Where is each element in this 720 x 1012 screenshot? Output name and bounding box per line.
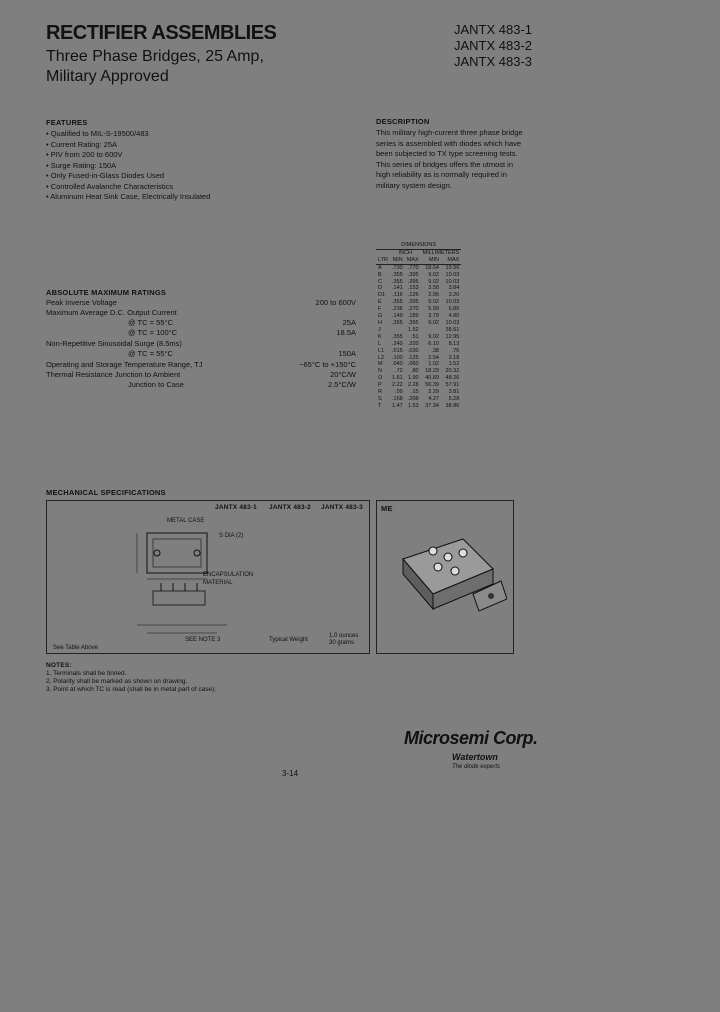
table-cell: .208 (407, 395, 419, 402)
rating-value: 150A (338, 349, 356, 358)
feature-item: • Surge Rating: 150A (46, 161, 326, 172)
table-cell: 12.95 (445, 333, 460, 340)
company-logo: Microsemi Corp. (404, 728, 538, 748)
notes-heading: NOTES: (46, 662, 72, 669)
part-number-list (454, 22, 532, 70)
table-row (376, 272, 461, 279)
table-row (376, 327, 461, 334)
table-row (376, 355, 461, 362)
table-cell: M (378, 361, 383, 368)
table-cell: L (378, 340, 382, 347)
table-row (376, 279, 461, 286)
table-cell: O (378, 375, 383, 382)
column-header: LTR (378, 256, 388, 263)
table-row (376, 292, 461, 299)
column-header: MIN (390, 257, 405, 264)
feature-item: • Controlled Avalanche Characteristics (46, 182, 326, 193)
table-row (376, 389, 461, 396)
table-cell: C (378, 278, 382, 285)
part-number: JANTX 483-2 (454, 38, 533, 53)
table-cell: .320 (407, 340, 419, 347)
part-number: JANTX 483-3 (454, 54, 533, 69)
table-cell: 19.56 (445, 264, 460, 271)
table-cell: 18.54 (425, 264, 439, 271)
table-cell: 6.10 (428, 340, 439, 347)
part-number: JANTX 483-1 (454, 22, 533, 37)
table-cell: 9.02 (428, 278, 439, 285)
table-cell: G (378, 313, 383, 320)
table-cell: D1 (378, 292, 386, 299)
table-cell: .125 (407, 354, 419, 361)
table-cell: 1.52 (448, 361, 460, 368)
table-cell: 9.02 (428, 333, 439, 340)
table-cell: B (378, 271, 382, 278)
mounting-hole-icon (154, 550, 160, 556)
table-cell: .355 (391, 299, 403, 306)
table-cell: 9.02 (428, 299, 439, 306)
rating-label: Operating and Storage Temperature Range, TJ (46, 360, 203, 369)
table-cell: 5.28 (448, 395, 460, 402)
table-cell: 1.90 (407, 375, 419, 382)
table-row (376, 299, 461, 306)
terminal-icon (434, 563, 442, 571)
table-cell: .236 (391, 306, 403, 313)
rating-value: 2.5°C/W (327, 380, 356, 389)
table-cell (390, 327, 405, 334)
table-cell (421, 327, 441, 334)
table-cell: .153 (407, 285, 419, 292)
table-cell: J (378, 326, 381, 333)
table-cell: .355 (391, 319, 403, 326)
description-section (376, 117, 526, 191)
table-cell: .270 (407, 306, 419, 313)
table-cell: .040 (391, 361, 403, 368)
company-location: Watertown (452, 752, 498, 762)
table-cell: .100 (391, 354, 403, 361)
see-note-label: SEE NOTE 3 (185, 637, 221, 643)
table-cell: .395 (407, 319, 419, 326)
table-cell: .770 (407, 264, 419, 271)
description-text: This military high-current three phase bridge series is assembled with diodes which have been subjected to TX type screening tests. This series of bridges offers the utmost in high reliability as is normally required in military system design. (376, 128, 523, 190)
mechanical-part-column: JANTX 483-2 (269, 504, 311, 511)
table-cell: R (378, 389, 382, 396)
table-cell: 10.03 (445, 319, 460, 326)
table-cell: .355 (391, 333, 403, 340)
page-number: 3-14 (282, 769, 299, 778)
table-cell: .126 (407, 292, 419, 299)
table-cell: 4.80 (448, 313, 460, 320)
mechanical-heading: MECHANICAL SPECIFICATIONS (46, 488, 166, 497)
table-row (376, 306, 461, 313)
table-row (376, 361, 461, 368)
table-cell: 1.47 (391, 402, 403, 409)
table-cell: 2.29 (428, 389, 439, 396)
table-cell: 3.58 (428, 285, 439, 292)
table-cell: 1.52 (407, 326, 419, 333)
mechanical-part-column: JANTX 483-3 (321, 504, 363, 511)
table-cell: 38.86 (445, 402, 460, 409)
notes-section (46, 662, 216, 694)
encapsulation-label: ENCAPSULATION MATERIAL (203, 572, 254, 586)
table-cell: .09 (395, 389, 403, 396)
table-cell: 37.34 (425, 402, 439, 409)
features-section (46, 118, 326, 203)
table-cell: .015 (391, 347, 403, 354)
table-cell: .76 (451, 347, 460, 354)
metal-case-label: METAL CASE (167, 518, 205, 524)
table-cell: .80 (410, 368, 419, 375)
terminal-icon (459, 549, 467, 557)
table-cell: A (378, 264, 382, 271)
feature-item: • Qualified to MIL-S-19500/483 (46, 129, 326, 140)
feature-item: • Aluminum Heat Sink Case, Electrically Insulated (46, 192, 326, 203)
table-cell: L2 (378, 354, 385, 361)
table-cell: 38.61 (445, 326, 460, 333)
table-cell: 40.89 (425, 375, 439, 382)
table-cell: F (378, 306, 382, 313)
table-cell: .730 (391, 264, 403, 271)
table-cell: L1 (378, 347, 385, 354)
table-cell: .72 (395, 368, 403, 375)
dimensions-table (376, 242, 461, 410)
table-cell: 18.29 (425, 368, 439, 375)
table-cell: 57.91 (445, 382, 460, 389)
table-cell: 2.28 (407, 382, 419, 389)
terminal-icon (444, 553, 452, 561)
table-cell: .149 (391, 313, 403, 320)
table-cell: .395 (407, 278, 419, 285)
features-list (46, 129, 326, 203)
table-cell: 2.95 (428, 292, 439, 299)
dimensions-group-mm: MILLIMETERS (422, 249, 460, 256)
table-row (376, 341, 461, 348)
table-cell: 3.81 (448, 389, 460, 396)
company-tagline: The diode experts (452, 764, 501, 770)
feature-item: • Current Rating: 25A (46, 140, 326, 151)
table-header-row (376, 257, 461, 264)
typical-weight-value: 1.0 ounces 30 grams (329, 633, 359, 646)
table-cell: K (378, 333, 382, 340)
table-cell: .141 (391, 285, 403, 292)
table-row (376, 313, 461, 320)
table-cell: .189 (407, 313, 419, 320)
table-cell: .51 (410, 333, 419, 340)
table-cell: 1.61 (391, 375, 403, 382)
typical-weight-label: Typical Weight (269, 637, 308, 643)
table-cell: 9.02 (428, 319, 439, 326)
see-table-label: See Table Above (53, 645, 98, 651)
table-cell: 56.39 (425, 382, 439, 389)
rating-value: 18.5A (336, 328, 356, 337)
rating-label: @ TC = 55°C (128, 318, 173, 327)
table-cell: E (378, 299, 382, 306)
rating-label: Non-Repetitive Sinusoidal Surge (8.5ms) (46, 339, 182, 348)
table-cell: 10.03 (445, 299, 460, 306)
table-cell: .38 (431, 347, 439, 354)
table-row (376, 375, 461, 382)
note-item: 1. Terminals shall be tinned. (46, 670, 127, 677)
table-cell: 3.84 (448, 285, 460, 292)
table-cell: 10.03 (445, 278, 460, 285)
table-cell: .395 (407, 299, 419, 306)
rating-label: Maximum Average D.C. Output Current (46, 308, 177, 317)
table-row (376, 382, 461, 389)
mechanical-drawing-panel (46, 500, 370, 654)
table-cell: 3.79 (428, 313, 439, 320)
feature-item: • PIV from 200 to 600V (46, 150, 326, 161)
table-cell: .168 (391, 395, 403, 402)
dimensions-heading: DIMENSIONS (376, 242, 461, 249)
table-cell: 48.26 (445, 375, 460, 382)
side-view-outline (153, 591, 205, 605)
table-row (376, 320, 461, 327)
table-cell: .116 (392, 292, 403, 299)
table-cell: 20.32 (445, 368, 460, 375)
rating-label: Junction to Case (128, 380, 184, 389)
column-header: MAX (406, 256, 419, 263)
table-cell: .060 (407, 361, 419, 368)
dimensions-group-inch: INCH (398, 249, 413, 256)
table-cell: T (378, 402, 382, 409)
table-cell: 2.54 (428, 354, 439, 361)
table-row (376, 264, 461, 271)
table-cell: 3.20 (448, 292, 460, 299)
dimensions-table-body (376, 264, 461, 410)
table-cell: 1.53 (407, 402, 419, 409)
rating-value: 200 to 600V (315, 298, 356, 307)
table-cell: .240 (391, 340, 403, 347)
table-cell: 6.86 (448, 306, 460, 313)
features-heading: FEATURES (46, 118, 88, 127)
table-cell: .395 (407, 271, 419, 278)
table-cell: .15 (410, 389, 419, 396)
table-cell: 10.03 (445, 271, 460, 278)
column-header: MAX (441, 257, 461, 264)
hole-diameter-label: S DIA (2) (219, 533, 244, 539)
rating-label: Peak Inverse Voltage (46, 298, 117, 307)
table-row (376, 396, 461, 403)
table-cell: .355 (391, 271, 403, 278)
table-cell: 9.02 (428, 271, 439, 278)
table-cell: 8.13 (448, 340, 460, 347)
mounting-hole-icon (194, 550, 200, 556)
table-cell: 4.27 (428, 395, 439, 402)
table-row (376, 403, 461, 410)
feature-item: • Only Fused-in-Glass Diodes Used (46, 171, 326, 182)
table-cell: N (378, 368, 382, 375)
mechanical-part-column: JANTX 483-1 (215, 504, 257, 511)
ratings-heading: ABSOLUTE MAXIMUM RATINGS (46, 288, 167, 297)
table-cell: H (378, 319, 382, 326)
table-cell: 3.18 (448, 354, 460, 361)
terminal-icon (451, 567, 459, 575)
table-row (376, 368, 461, 375)
table-row (376, 348, 461, 355)
rating-value: −65°C to +150°C (299, 360, 356, 369)
note-item: 3. Point at which TC is read (shall be in metal part of case). (46, 686, 217, 693)
rating-label: @ TC = 100°C (128, 328, 178, 337)
table-row (376, 334, 461, 341)
column-header: MIN (421, 257, 441, 264)
product-photo-panel (376, 500, 514, 654)
table-cell: 2.22 (391, 382, 403, 389)
description-heading: DESCRIPTION (376, 117, 430, 126)
terminal-icon (429, 547, 437, 555)
page-title: RECTIFIER ASSEMBLIES (46, 22, 277, 44)
rating-label: Thermal Resistance Junction to Ambient (46, 370, 181, 379)
table-cell: .030 (407, 347, 419, 354)
table-cell: 1.02 (428, 361, 439, 368)
table-cell: P (378, 382, 382, 389)
product-photo-image (383, 519, 507, 647)
table-cell: 5.99 (428, 306, 439, 313)
rating-label: @ TC = 55°C (128, 349, 173, 358)
mounting-hole-icon (488, 593, 494, 599)
table-cell: D (378, 285, 382, 292)
dimensions-section (376, 242, 461, 410)
page-subtitle: Three Phase Bridges, 25 Amp, Military Approved (46, 48, 264, 85)
table-row (376, 285, 461, 292)
rating-value: 20°C/W (330, 370, 356, 379)
photo-tag: ME (381, 504, 393, 513)
ratings-section (46, 288, 356, 398)
table-cell: .355 (391, 278, 403, 285)
table-cell: S (378, 395, 382, 402)
note-item: 2. Polarity shall be marked as shown on drawing. (46, 678, 188, 685)
rating-value: 25A (342, 318, 356, 327)
